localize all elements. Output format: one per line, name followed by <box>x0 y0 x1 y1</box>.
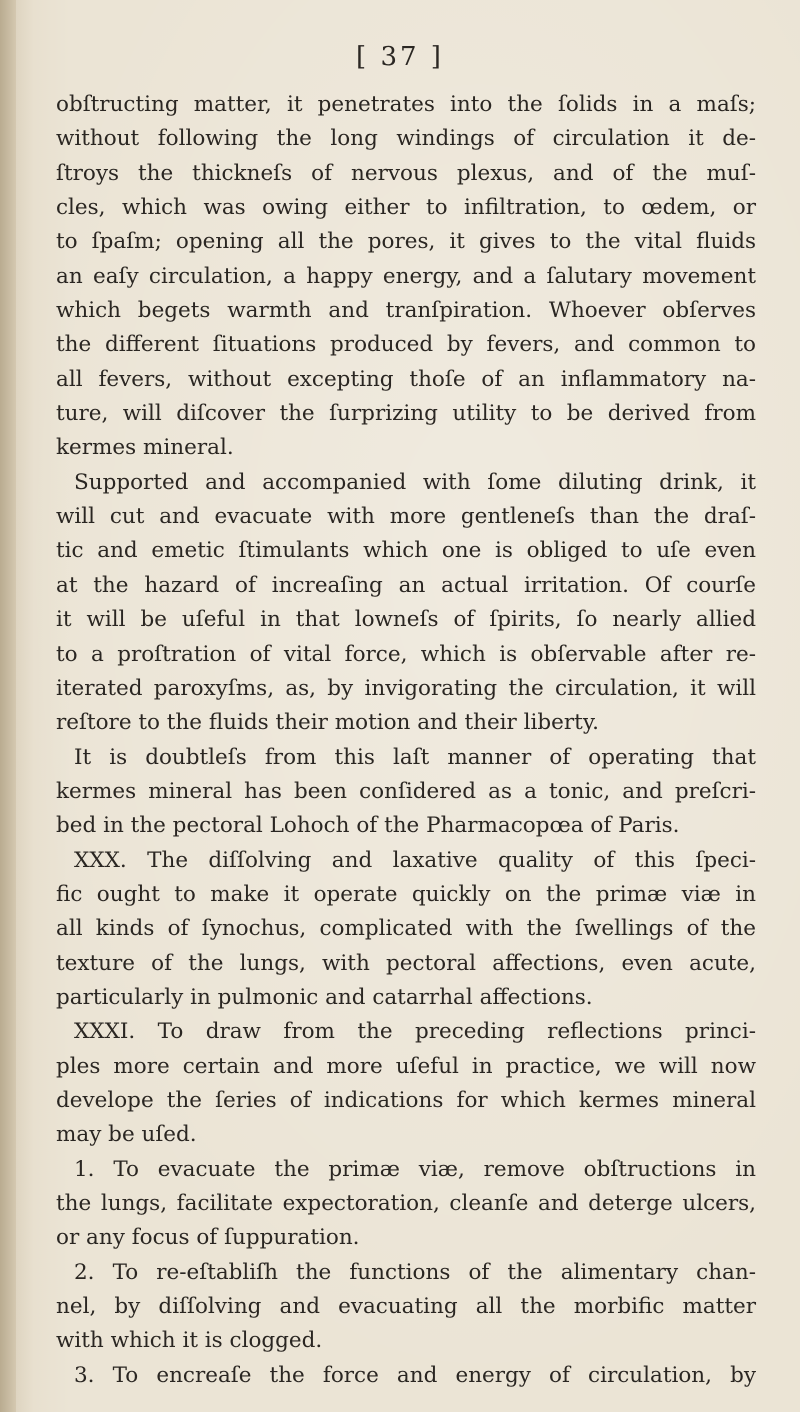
numbered-item-line: 2. To re-eſtabliſh the functions of the alimentary chan- <box>74 1259 756 1285</box>
text-line: with which it is clogged. <box>56 1328 323 1354</box>
text-line: nel, by diſſolving and evacuating all the morbific matter <box>56 1294 756 1320</box>
numbered-item-line: 3. To encreaſe the force and energy of circulation, by <box>74 1362 756 1388</box>
page-gutter <box>0 0 16 1412</box>
text-line: bed in the pectoral Lohoch of the Pharmacopœa of Paris. <box>56 813 680 839</box>
text-line: without following the long windings of circulation it de- <box>56 126 756 152</box>
text-line: at the hazard of increaſing an actual irritation. Of courſe <box>56 572 756 598</box>
text-line: cles, which was owing either to infiltration, to œdem, or <box>56 195 756 221</box>
text-line: ture, will diſcover the ſurprizing utility to be derived from <box>56 401 756 427</box>
text-line: all fevers, without excepting thoſe of an inflammatory na- <box>56 366 756 392</box>
paragraph-start-line: It is doubtleſs from this laſt manner of operating that <box>74 744 756 770</box>
text-line: ples more certain and more uſeful in practice, we will now <box>56 1053 756 1079</box>
text-line: particularly in pulmonic and catarrhal affections. <box>56 984 593 1010</box>
text-line: or any focus of ſuppuration. <box>56 1225 360 1251</box>
text-line: reſtore to the fluids their motion and their liberty. <box>56 710 599 736</box>
text-line: the different ſituations produced by fevers, and common to <box>56 332 756 358</box>
text-line: all kinds of ſynochus, complicated with the ſwellings of the <box>56 916 756 942</box>
numbered-item-line: 1. To evacuate the primæ viæ, remove obſtructions in <box>74 1156 756 1182</box>
text-line: texture of the lungs, with pectoral affections, even acute, <box>56 950 756 976</box>
text-line: tic and emetic ſtimulants which one is obliged to uſe even <box>56 538 756 564</box>
body-text <box>56 88 756 1393</box>
text-line: to a proſtration of vital force, which is obſervable after re- <box>56 641 756 667</box>
text-line: kermes mineral has been conſidered as a tonic, and preſcri- <box>56 778 756 804</box>
text-line: develope the ſeries of indications for which kermes mineral <box>56 1087 756 1113</box>
text-line: it will be uſeful in that lowneſs of ſpirits, ſo nearly allied <box>56 607 756 633</box>
text-line: ſtroys the thickneſs of nervous plexus, and of the muſ- <box>56 160 756 186</box>
text-line: an eaſy circulation, a happy energy, and a ſalutary movement <box>56 263 756 289</box>
text-line: may be uſed. <box>56 1122 197 1148</box>
text-line: the lungs, facilitate expectoration, cleanſe and deterge ulcers, <box>56 1191 756 1216</box>
page-number: [ 37 ] <box>356 42 444 72</box>
paragraph-start-line: Supported and accompanied with ſome diluting drink, it <box>74 469 756 495</box>
text-line: will cut and evacuate with more gentleneſs than the draſ- <box>56 504 756 530</box>
text-line: iterated paroxyſms, as, by invigorating the circulation, it will <box>56 675 756 701</box>
text-line: fic ought to make it operate quickly on the primæ viæ in <box>56 881 756 907</box>
section-heading-line: XXX. The diſſolving and laxative quality of this ſpeci- <box>74 847 756 873</box>
text-line: kermes mineral. <box>56 435 234 461</box>
text-line: obſtructing matter, it penetrates into the ſolids in a maſs; <box>56 92 756 117</box>
text-line: which begets warmth and tranſpiration. Whoever obſerves <box>56 298 756 324</box>
section-heading-line: XXXI. To draw from the preceding reflections princi- <box>74 1019 756 1045</box>
text-line: to ſpaſm; opening all the pores, it gives to the vital fluids <box>56 229 756 255</box>
